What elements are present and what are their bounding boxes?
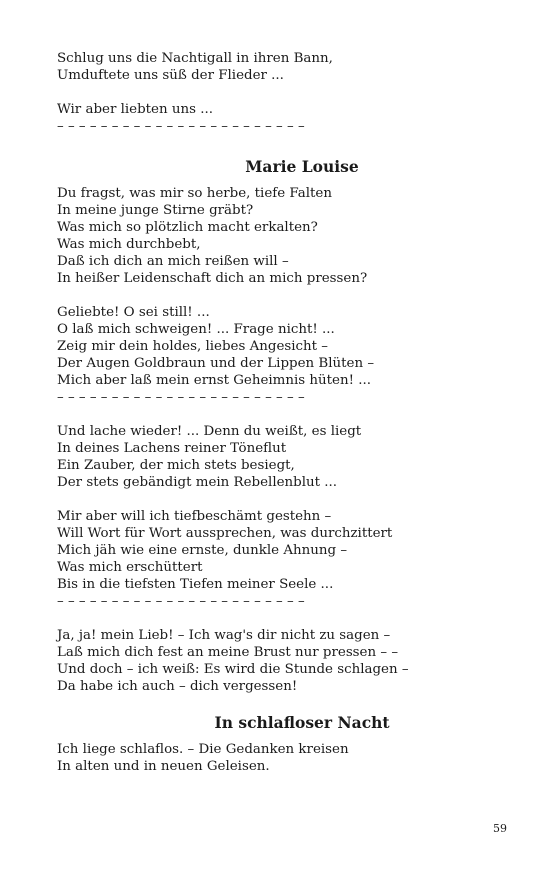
poem-line: Ja, ja! mein Lieb! – Ich wag's dir nicht zu sagen –	[57, 628, 391, 643]
poem-line: Mich aber laß mein ernst Geheimnis hüten! ...	[57, 373, 371, 388]
poem-line: Daß ich dich an mich reißen will –	[57, 254, 289, 269]
dash-separator: – – – – – – – – – – – – – – – – – – – – – – –	[57, 119, 305, 134]
poem-line: Wir aber liebten uns ...	[57, 102, 213, 117]
poem-line: Und lache wieder! ... Denn du weißt, es liegt	[57, 424, 362, 439]
marie-louise-stanza-3	[57, 423, 497, 491]
poem-line: O laß mich schweigen! ... Frage nicht! ...	[57, 322, 335, 337]
poem-line: Mich jäh wie eine ernste, dunkle Ahnung –	[57, 543, 348, 558]
poem-line: In meine junge Stirne gräbt?	[57, 203, 254, 218]
page-number: 59	[493, 822, 507, 835]
poem-line: Umduftete uns süß der Flieder ...	[57, 68, 284, 83]
poem-line: Geliebte! O sei still! ...	[57, 305, 210, 320]
poem-line: Laß mich dich fest an meine Brust nur pressen – –	[57, 645, 399, 660]
marie-louise-stanza-4	[57, 508, 497, 610]
poem-line: Der Augen Goldbraun und der Lippen Blüten –	[57, 356, 375, 371]
poem-line: Ein Zauber, der mich stets besiegt,	[57, 458, 295, 473]
poem-line: In heißer Leidenschaft dich an mich pressen?	[57, 271, 368, 286]
poem-line: Da habe ich auch – dich vergessen!	[57, 679, 298, 694]
poem-title-in-schlafloser-nacht: In schlafloser Nacht	[214, 713, 390, 732]
poem-line: Schlug uns die Nachtigall in ihren Bann,	[57, 51, 333, 66]
poem-line: Was mich so plötzlich macht erkalten?	[57, 220, 318, 235]
poem-line: Zeig mir dein holdes, liebes Angesicht –	[57, 339, 329, 354]
opening-stanza-1	[57, 50, 497, 84]
poem-line: Ich liege schlaflos. – Die Gedanken kreisen	[57, 742, 349, 757]
poem-page	[57, 50, 497, 775]
poem-line: Will Wort für Wort aussprechen, was durchzittert	[57, 526, 393, 541]
marie-louise-stanza-5	[57, 627, 497, 695]
poem-title-marie-louise: Marie Louise	[245, 157, 359, 176]
poem-line: Der stets gebändigt mein Rebellenblut ...	[57, 475, 338, 490]
marie-louise-stanza-1	[57, 185, 497, 287]
poem-line: Was mich erschüttert	[57, 560, 203, 575]
poem-line: In alten und in neuen Geleisen.	[57, 759, 270, 774]
poem-line: Bis in die tiefsten Tiefen meiner Seele ...	[57, 577, 334, 592]
schlaflos-stanza-1	[57, 741, 497, 775]
poem-line: Und doch – ich weiß: Es wird die Stunde schlagen –	[57, 662, 409, 677]
poem-line: Du fragst, was mir so herbe, tiefe Falten	[57, 186, 332, 201]
poem-line: In deines Lachens reiner Töneflut	[57, 441, 287, 456]
poem-line: Mir aber will ich tiefbeschämt gestehn –	[57, 509, 332, 524]
marie-louise-stanza-2	[57, 304, 497, 406]
opening-stanza-2	[57, 101, 497, 135]
dash-separator: – – – – – – – – – – – – – – – – – – – – – – –	[57, 594, 305, 609]
poem-line: Was mich durchbebt,	[57, 237, 201, 252]
dash-separator: – – – – – – – – – – – – – – – – – – – – – – –	[57, 390, 305, 405]
